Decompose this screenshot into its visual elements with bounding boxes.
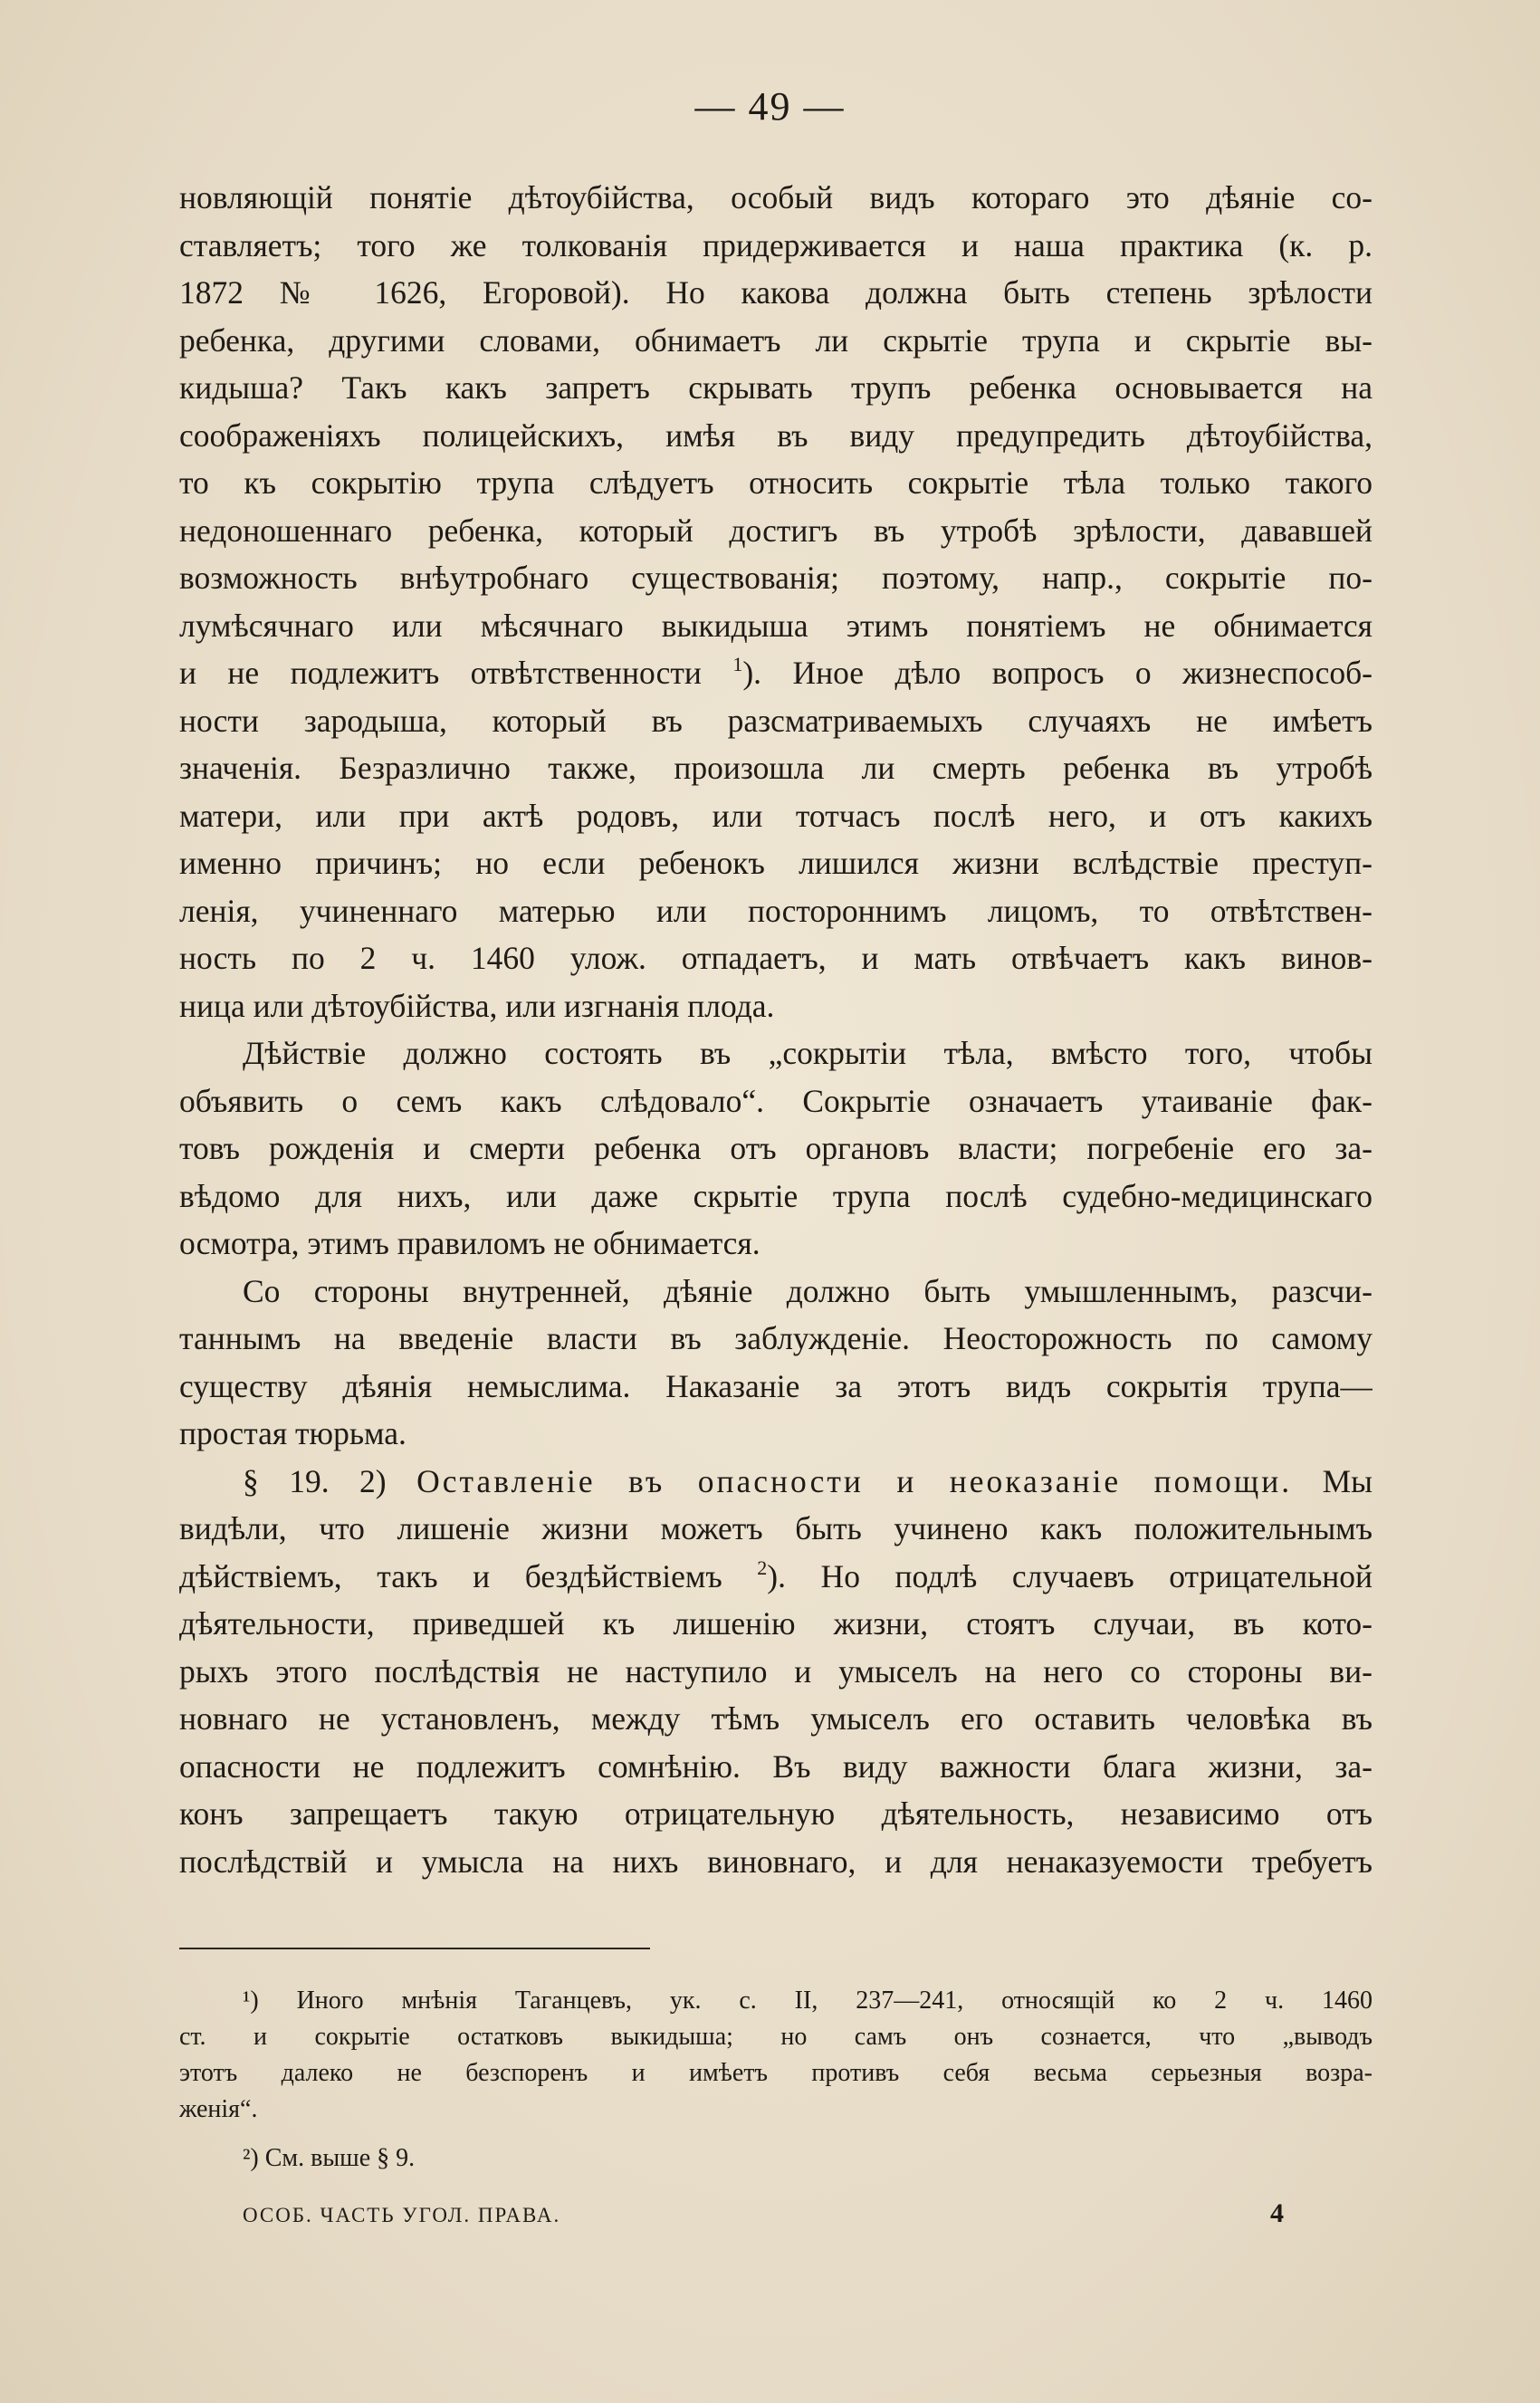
text-line: видѣли, что лишеніе жизни можетъ быть учинено какъ положительнымъ bbox=[179, 1510, 1373, 1546]
text-line: новнаго не установленъ, между тѣмъ умыселъ его оставить человѣка въ bbox=[179, 1700, 1373, 1737]
footnote-1-line: ¹) Иного мнѣнія Таганцевъ, ук. с. II, 237—241, относящій ко 2 ч. 1460 bbox=[243, 1987, 1373, 2015]
text-line: вѣдомо для нихъ, или даже скрытіе трупа послѣ судебно-медицинскаго bbox=[179, 1177, 1373, 1214]
section-title: Оставленіе въ опасности и неоказаніе помощи. bbox=[416, 1462, 1293, 1499]
text-line: ставляетъ; того же толкованія придерживается и наша практика (к. р. bbox=[179, 226, 1373, 263]
text-line: опасности не подлежитъ сомнѣнію. Въ виду важности блага жизни, за- bbox=[179, 1747, 1373, 1785]
footnote-1-line: ст. и сокрытіе остатковъ выкидыша; но самъ онъ сознается, что „выводъ bbox=[179, 2023, 1373, 2051]
text-line: осмотра, этимъ правиломъ не обнимается. bbox=[179, 1225, 760, 1261]
text-line: недоношеннаго ребенка, который достигъ въ утробѣ зрѣлости, дававшей bbox=[179, 512, 1373, 549]
text-line: послѣдствій и умысла на нихъ виновнаго, и для ненаказуемости требуетъ bbox=[179, 1843, 1373, 1880]
text-line: именно причинъ; но если ребенокъ лишился жизни вслѣдствіе преступ- bbox=[179, 845, 1373, 881]
text-line-with-footnote-ref bbox=[179, 1553, 1373, 1601]
section-number: § 19. 2) bbox=[243, 1462, 387, 1499]
text-line-with-footnote-ref bbox=[179, 649, 1373, 697]
footnote-gap bbox=[179, 2128, 1373, 2140]
text-line: конъ запрещаетъ такую отрицательную дѣятельность, независимо отъ bbox=[179, 1795, 1373, 1832]
text-line: ленія, учиненнаго матерью или постороннимъ лицомъ, то отвѣтствен- bbox=[179, 892, 1373, 929]
page-footer bbox=[243, 2198, 1284, 2229]
text-line: ребенка, другими словами, обнимаетъ ли скрытіе трупа и скрытіе вы- bbox=[179, 321, 1373, 359]
text-line: объявить о семъ какъ слѣдовало“. Сокрытіе означаетъ утаиваніе фак- bbox=[179, 1082, 1373, 1119]
text-line: рыхъ этого послѣдствія не наступило и умыселъ на него со стороны ви- bbox=[179, 1652, 1373, 1690]
text-line: возможность внѣутробнаго существованія; поэтому, напр., сокрытіе по- bbox=[179, 560, 1373, 596]
text-line: дѣятельности, приведшей къ лишенію жизни, стоятъ случаи, въ кото- bbox=[179, 1605, 1373, 1642]
text-line: лумѣсячнаго или мѣсячнаго выкидыша этимъ понятіемъ не обнимается bbox=[179, 607, 1373, 644]
footnote-2: ²) См. выше § 9. bbox=[243, 2144, 416, 2172]
text-line: значенія. Безразлично также, произошла ли смерть ребенка въ утробѣ bbox=[179, 750, 1373, 786]
text-line: товъ рожденія и смерти ребенка отъ органовъ власти; погребеніе его за- bbox=[179, 1130, 1373, 1166]
text-line: ности зародыша, который въ разсматриваемыхъ случаяхъ не имѣетъ bbox=[179, 702, 1373, 739]
text-line: ность по 2 ч. 1460 улож. отпадаетъ, и мать отвѣчаетъ какъ винов- bbox=[179, 940, 1373, 976]
text-line: кидыша? Такъ какъ запретъ скрывать трупъ ребенка основывается на bbox=[179, 369, 1373, 406]
text-line: Дѣйствіе должно состоять въ „сокрытіи тѣла, вмѣсто того, чтобы bbox=[243, 1035, 1373, 1071]
section-heading-line bbox=[179, 1458, 1373, 1506]
text-line: таннымъ на введеніе власти въ заблужденіе. Неосторожность по самому bbox=[179, 1320, 1373, 1356]
footnote-1-line: этотъ далеко не безспоренъ и имѣетъ противъ себя весьма серьезныя возра- bbox=[179, 2059, 1373, 2087]
footnote-ref-1[interactable]: 1 bbox=[732, 653, 743, 675]
line-text: ). Иное дѣло вопросъ о жизнеспособ- bbox=[742, 655, 1373, 691]
line-text: Мы bbox=[1322, 1462, 1373, 1499]
text-line: существу дѣянія немыслима. Наказаніе за этотъ видъ сокрытія трупа— bbox=[179, 1367, 1373, 1404]
footnote-1-line: женія“. bbox=[179, 2095, 258, 2123]
footnotes bbox=[179, 1983, 1373, 2177]
text-line: Со стороны внутренней, дѣяніе должно быть умышленнымъ, разсчи- bbox=[243, 1272, 1373, 1309]
footnote-ref-2[interactable]: 2 bbox=[757, 1556, 768, 1579]
sheet-number: 4 bbox=[1270, 2198, 1284, 2228]
body-text bbox=[179, 174, 1373, 1885]
text-line: то къ сокрытію трупа слѣдуетъ относить сокрытіе тѣла только такого bbox=[179, 464, 1373, 501]
text-line: соображеніяхъ полицейскихъ, имѣя въ виду предупредить дѣтоубійства, bbox=[179, 416, 1373, 454]
signature-title: ОСОБ. ЧАСТЬ УГОЛ. ПРАВА. bbox=[243, 2204, 561, 2226]
footnote-divider bbox=[179, 1948, 650, 1949]
text-line: новляющій понятіе дѣтоубійства, особый видъ котораго это дѣяніе со- bbox=[179, 179, 1373, 215]
line-text: ). Но подлѣ случаевъ отрицательной bbox=[767, 1557, 1373, 1594]
text-line: матери, или при актѣ родовъ, или тотчасъ послѣ него, и отъ какихъ bbox=[179, 797, 1373, 834]
text-line: ница или дѣтоубійства, или изгнанія плода. bbox=[179, 987, 775, 1024]
line-text: дѣйствіемъ, такъ и бездѣйствіемъ bbox=[179, 1557, 722, 1594]
text-line: простая тюрьма. bbox=[179, 1415, 407, 1451]
text-line: 1872 № 1626, Егоровой). Но какова должна быть степень зрѣлости bbox=[179, 274, 1373, 311]
page-number: — 49 — bbox=[694, 84, 846, 129]
line-text: и не подлежитъ отвѣтственности bbox=[179, 655, 702, 691]
